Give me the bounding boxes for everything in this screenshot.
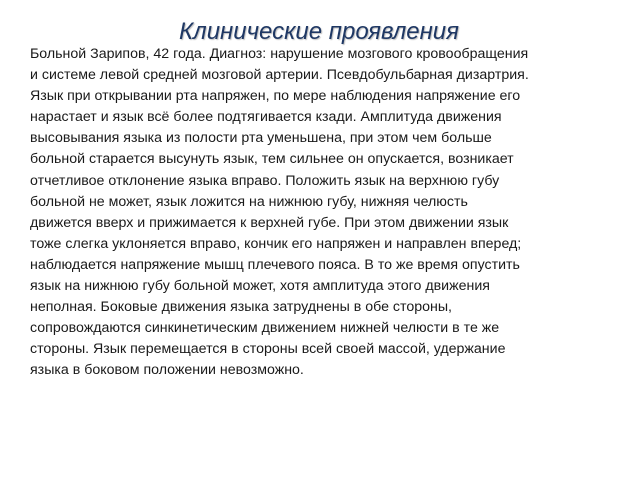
body-line: отчетливое отклонение языка вправо. Положить язык на верхнюю губу: [30, 172, 500, 189]
body-line: язык на нижнюю губу больной может, хотя амплитуда этого движения: [30, 278, 490, 295]
body-line: Больной Зарипов, 42 года. Диагноз: нарушение мозгового кровообращения: [30, 46, 529, 62]
body-line: неполная. Боковые движения языка затруднены в обе стороны,: [30, 299, 452, 316]
body-line: больной старается высунуть язык, тем сильнее он опускается, возникает: [30, 151, 514, 168]
slide-title: Клинические проявления: [179, 18, 459, 45]
body-line: высовывания языка из полости рта уменьшена, при этом чем больше: [30, 130, 492, 147]
body-line: тоже слегка уклоняется вправо, кончик его напряжен и направлен вперед;: [30, 235, 522, 252]
body-line: движется вверх и прижимается к верхней губе. При этом движении язык: [30, 214, 509, 231]
body-line: и системе левой средней мозговой артерии. Псевдобульбарная дизартрия.: [30, 67, 529, 84]
body-line: наблюдается напряжение мышц плечевого пояса. В то же время опустить: [30, 256, 520, 273]
slide-body-text: [30, 44, 614, 382]
body-line: Язык при открывании рта напряжен, по мере наблюдения напряжение его: [30, 88, 521, 105]
body-line: сопровождаются синкинетическим движением нижней челюсти в те же: [30, 320, 500, 337]
body-line: языка в боковом положении невозможно.: [30, 362, 304, 379]
body-line: нарастает и язык всё более подтягивается кзади. Амплитуда движения: [30, 109, 502, 126]
body-line: больной не может, язык ложится на нижнюю губу, нижняя челюсть: [30, 193, 468, 210]
body-line: стороны. Язык перемещается в стороны всей своей массой, удержание: [30, 341, 506, 358]
